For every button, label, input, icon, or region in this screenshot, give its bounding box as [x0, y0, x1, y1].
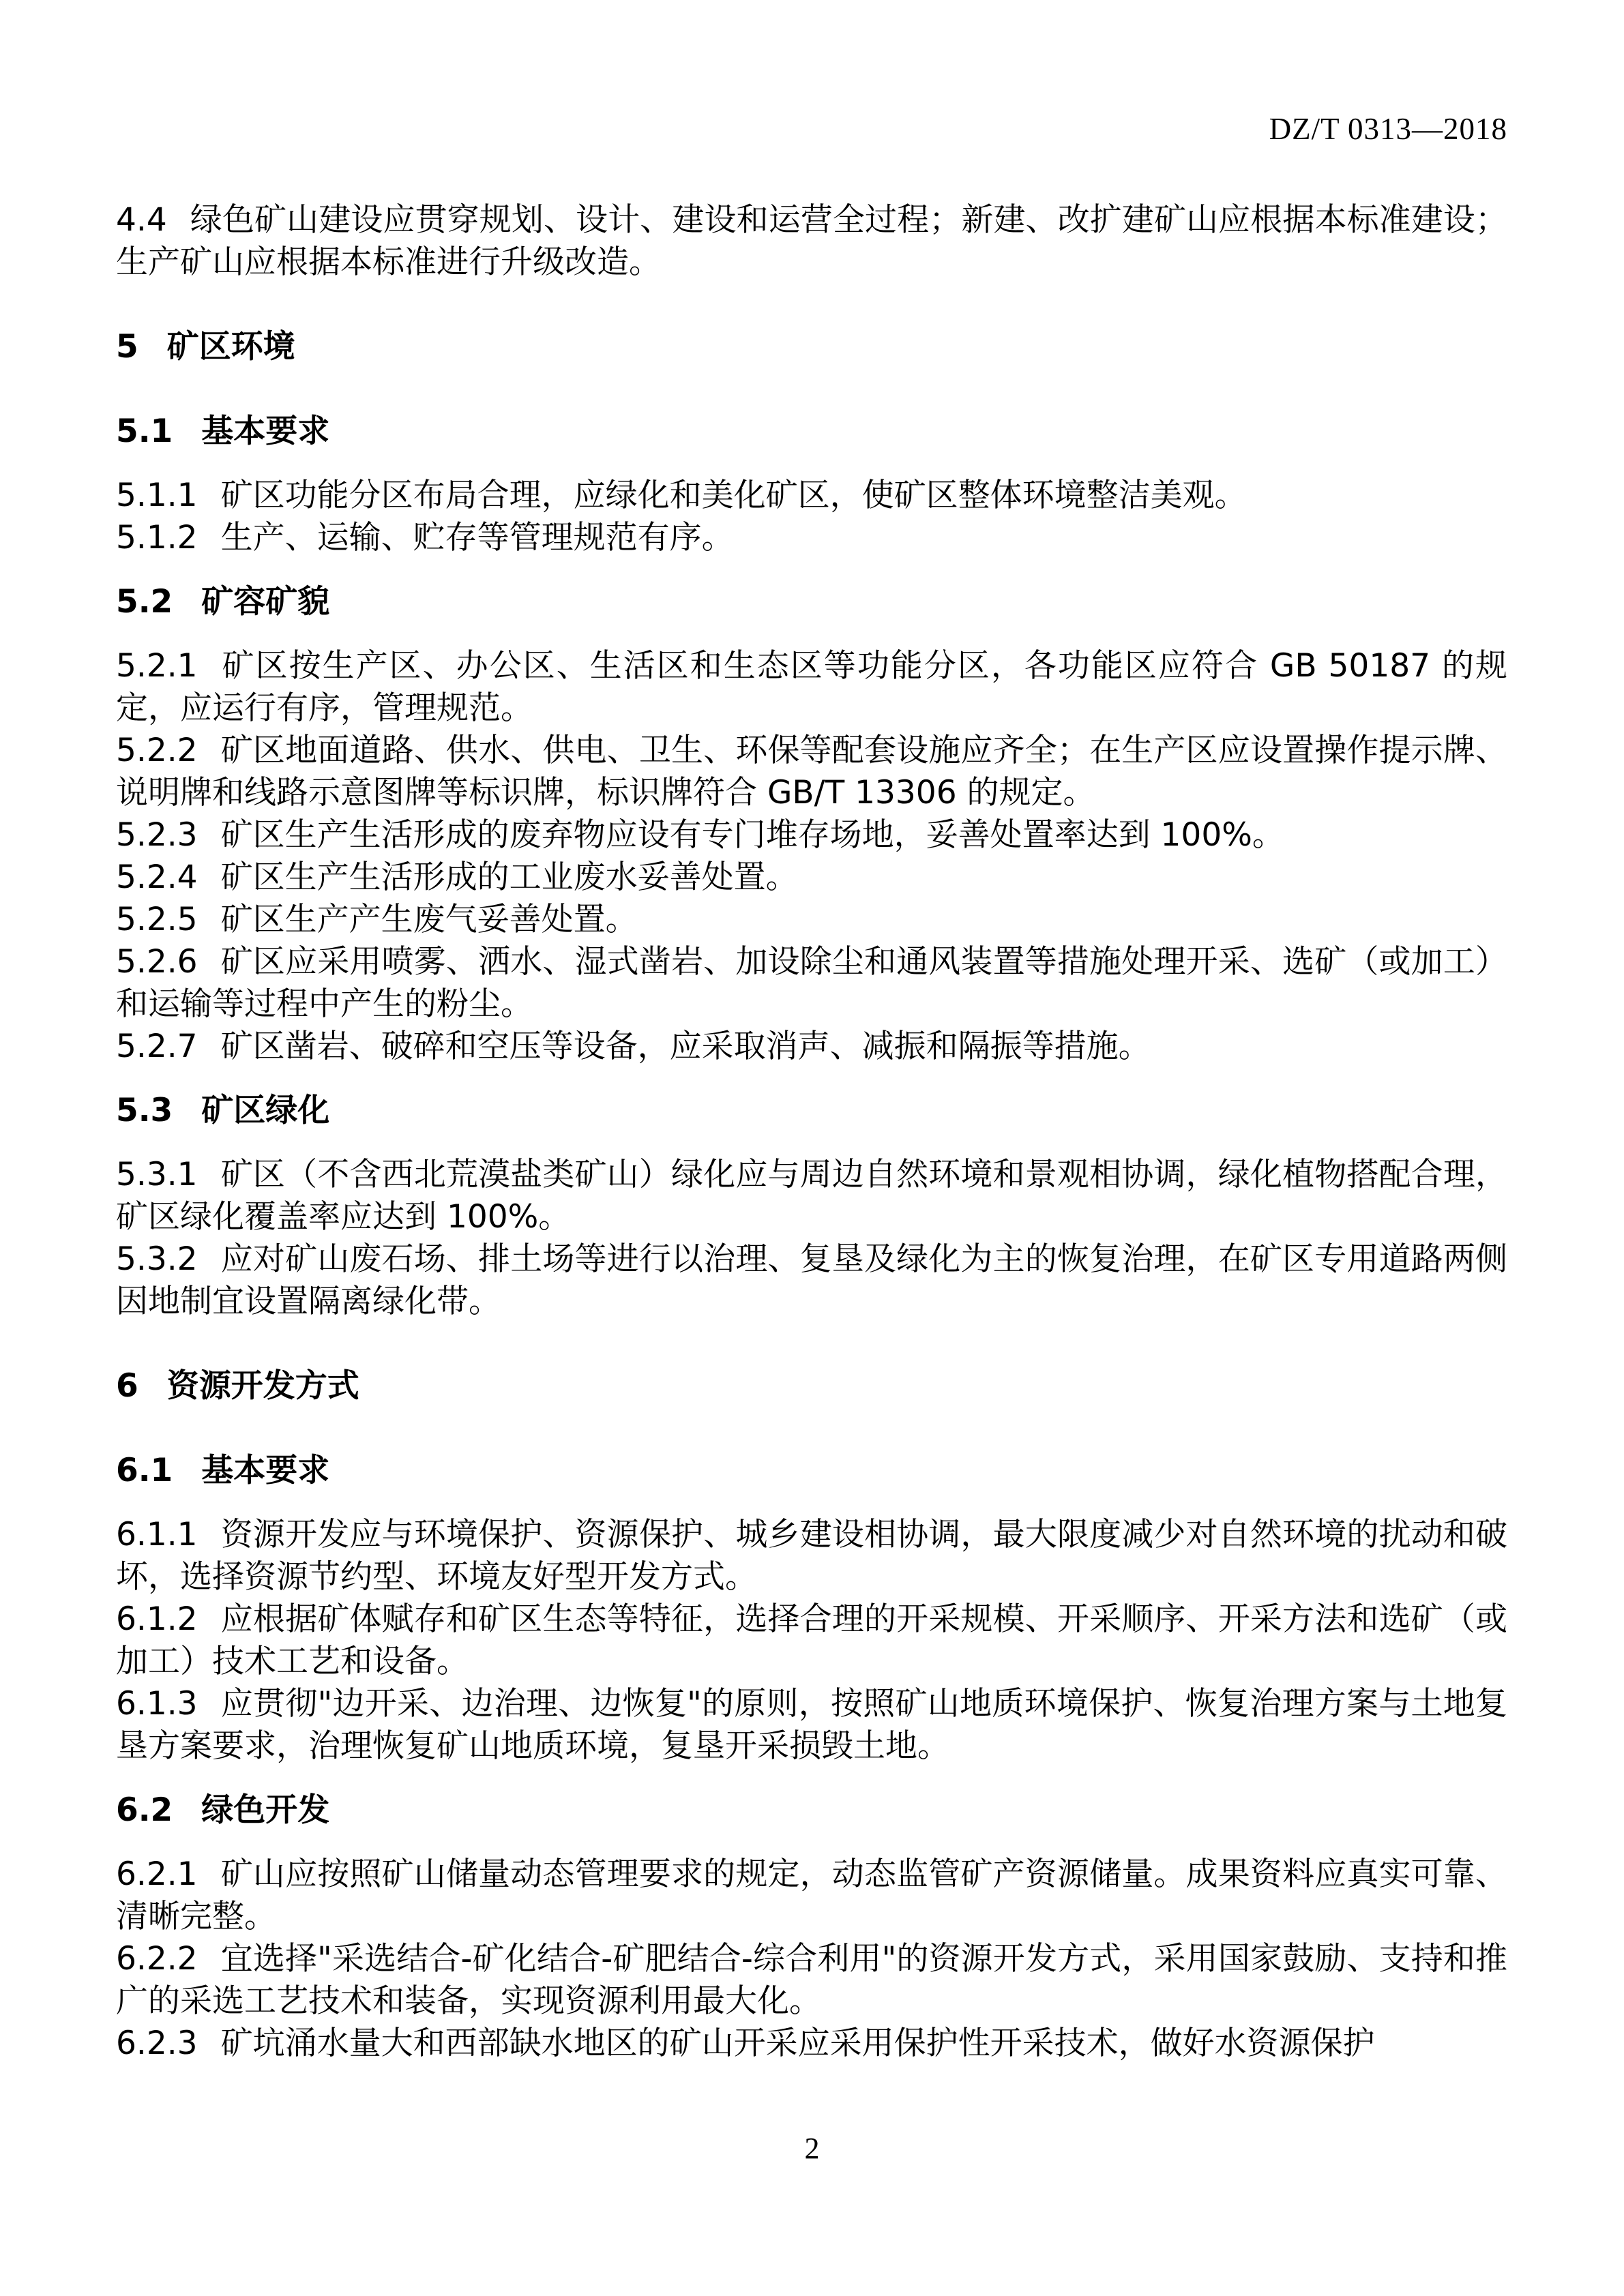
- section-heading-5-3: [116, 1090, 1507, 1132]
- clause-text: 应对矿山废石场、排土场等进行以治理、复垦及绿化为主的恢复治理，在矿区专用道路两侧因地制宜设置隔离绿化带。: [116, 1240, 1507, 1320]
- clause-number: 5.2.6: [116, 943, 198, 981]
- clause-text: 矿区生产生活形成的工业废水妥善处置。: [220, 859, 798, 896]
- clause-5-2-2: [116, 730, 1507, 814]
- chapter-number: 5: [116, 328, 138, 366]
- clause-4-4: [116, 199, 1507, 284]
- clause-number: 5.2.7: [116, 1028, 198, 1065]
- clause-5-2-3: [116, 814, 1507, 856]
- clause-5-2-7: [116, 1026, 1507, 1068]
- section-number: 5.1: [116, 413, 173, 450]
- chapter-title: 矿区环境: [166, 328, 295, 366]
- standard-number-header: DZ/T 0313—2018: [1269, 112, 1507, 146]
- clause-text: 宜选择"采选结合-矿化结合-矿肥结合-综合利用"的资源开发方式，采用国家鼓励、支持和推广的采选工艺技术和装备，实现资源利用最大化。: [116, 1940, 1507, 2020]
- clause-text: 资源开发应与环境保护、资源保护、城乡建设相协调，最大限度减少对自然环境的扰动和破坏，选择资源节约型、环境友好型开发方式。: [116, 1516, 1507, 1596]
- clause-text: 生产、运输、贮存等管理规范有序。: [220, 519, 734, 556]
- clause-number: 5.1.1: [116, 477, 198, 514]
- section-heading-6-2: [116, 1789, 1507, 1832]
- clause-text: 应贯彻"边开采、边治理、边恢复"的原则，按照矿山地质环境保护、恢复治理方案与土地复垦方案要求，治理恢复矿山地质环境，复垦开采损毁土地。: [116, 1685, 1507, 1765]
- clause-5-3-2: [116, 1238, 1507, 1323]
- clause-6-1-2: [116, 1598, 1507, 1683]
- clause-6-1-1: [116, 1514, 1507, 1598]
- section-heading-5-1: [116, 411, 1507, 453]
- section-title: 绿色开发: [201, 1791, 330, 1829]
- section-number: 5.3: [116, 1092, 173, 1129]
- clause-number: 5.2.2: [116, 732, 198, 769]
- clause-text: 矿区地面道路、供水、供电、卫生、环保等配套设施应齐全；在生产区应设置操作提示牌、说明牌和线路示意图牌等标识牌，标识牌符合 GB/T 13306 的规定。: [116, 732, 1507, 811]
- clause-number: 5.2.1: [116, 647, 198, 685]
- section-title: 基本要求: [201, 1452, 330, 1489]
- chapter-heading-6: [116, 1365, 1507, 1407]
- clause-number: 5.3.2: [116, 1240, 198, 1278]
- clause-number: 5.2.4: [116, 859, 198, 896]
- clause-text: 矿区应采用喷雾、洒水、湿式凿岩、加设除尘和通风装置等措施处理开采、选矿（或加工）和运输等过程中产生的粉尘。: [116, 943, 1507, 1023]
- clause-number: 5.3.1: [116, 1156, 198, 1193]
- section-title: 矿容矿貌: [201, 583, 330, 621]
- clause-text: 矿区（不含西北荒漠盐类矿山）绿化应与周边自然环境和景观相协调，绿化植物搭配合理，矿区绿化覆盖率应达到 100%。: [116, 1156, 1507, 1236]
- clause-number: 6.2.3: [116, 2025, 198, 2062]
- section-number: 6.1: [116, 1452, 173, 1489]
- clause-text: 矿区生产产生废气妥善处置。: [220, 901, 638, 938]
- clause-text: 矿区生产生活形成的废弃物应设有专门堆存场地，妥善处置率达到 100%。: [220, 816, 1284, 854]
- clause-6-2-3: [116, 2023, 1507, 2065]
- section-heading-6-1: [116, 1450, 1507, 1492]
- chapter-title: 资源开发方式: [166, 1367, 359, 1405]
- chapter-heading-5: [116, 326, 1507, 368]
- clause-5-3-1: [116, 1154, 1507, 1238]
- clause-text: 矿区按生产区、办公区、生活区和生态区等功能分区，各功能区应符合 GB 50187 的规定，应运行有序，管理规范。: [116, 647, 1507, 727]
- clause-text: 应根据矿体赋存和矿区生态等特征，选择合理的开采规模、开采顺序、开采方法和选矿（或加工）技术工艺和设备。: [116, 1600, 1507, 1680]
- clause-number: 4.4: [116, 201, 167, 239]
- clause-number: 5.2.5: [116, 901, 198, 938]
- clause-number: 6.2.2: [116, 1940, 198, 1978]
- section-number: 5.2: [116, 583, 173, 621]
- section-title: 矿区绿化: [201, 1092, 330, 1129]
- section-heading-5-2: [116, 581, 1507, 623]
- clause-number: 5.1.2: [116, 519, 198, 556]
- clause-number: 6.1.3: [116, 1685, 198, 1723]
- section-title: 基本要求: [201, 413, 330, 450]
- clause-6-2-2: [116, 1938, 1507, 2023]
- clause-6-2-1: [116, 1853, 1507, 1938]
- clause-text: 绿色矿山建设应贯穿规划、设计、建设和运营全过程；新建、改扩建矿山应根据本标准建设；生产矿山应根据本标准进行升级改造。: [116, 201, 1507, 281]
- clause-text: 矿坑涌水量大和西部缺水地区的矿山开采应采用保护性开采技术，做好水资源保护: [220, 2025, 1375, 2062]
- clause-5-2-4: [116, 856, 1507, 899]
- clause-5-2-1: [116, 645, 1507, 730]
- clause-text: 矿山应按照矿山储量动态管理要求的规定，动态监管矿产资源储量。成果资料应真实可靠、清晰完整。: [116, 1855, 1507, 1935]
- clause-5-2-5: [116, 899, 1507, 941]
- chapter-number: 6: [116, 1367, 138, 1405]
- clause-6-1-3: [116, 1683, 1507, 1768]
- clause-text: 矿区凿岩、破碎和空压等设备，应采取消声、减振和隔振等措施。: [220, 1028, 1151, 1065]
- clause-5-2-6: [116, 941, 1507, 1026]
- clause-number: 6.1.2: [116, 1600, 198, 1638]
- clause-5-1-1: [116, 475, 1507, 517]
- section-number: 6.2: [116, 1791, 173, 1829]
- clause-number: 6.2.1: [116, 1855, 198, 1893]
- document-body: [116, 199, 1507, 2065]
- page-number: 2: [804, 2132, 820, 2165]
- clause-text: 矿区功能分区布局合理，应绿化和美化矿区，使矿区整体环境整洁美观。: [220, 477, 1247, 514]
- clause-5-1-2: [116, 517, 1507, 559]
- clause-number: 5.2.3: [116, 816, 198, 854]
- clause-number: 6.1.1: [116, 1516, 198, 1553]
